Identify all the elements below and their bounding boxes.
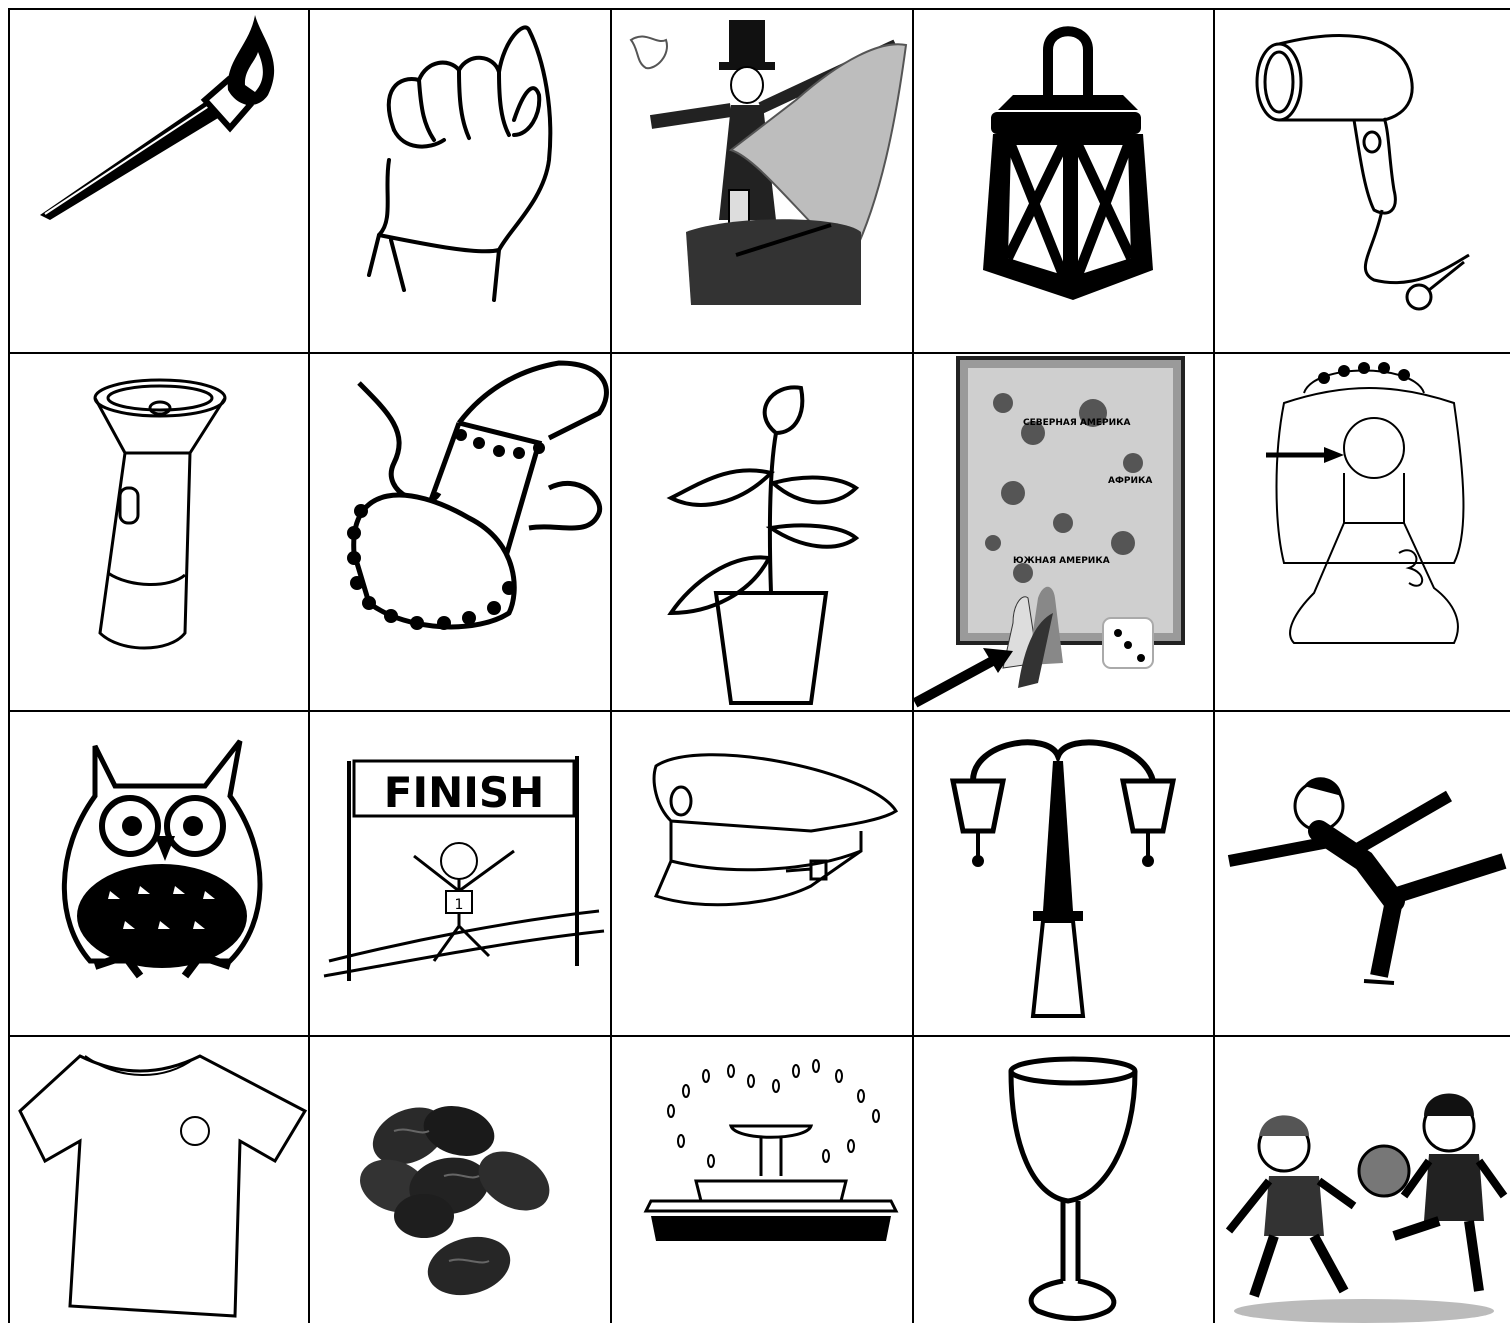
cell-finish	[309, 711, 611, 1036]
owl-icon	[0, 711, 309, 1036]
t-shirt-icon	[0, 1036, 309, 1323]
cell-magician	[611, 0, 913, 353]
magician-icon	[611, 0, 913, 353]
cell-torch	[0, 0, 309, 353]
skater-icon	[1214, 711, 1510, 1036]
cell-board-game	[913, 353, 1214, 711]
cell-street-lamp	[913, 711, 1214, 1036]
runner-bib-number: 1	[454, 897, 464, 913]
football-boys-icon	[1214, 1036, 1510, 1323]
finish-banner-text: FINISH	[383, 768, 545, 817]
cell-football-boys	[1214, 1036, 1510, 1323]
torch-icon	[0, 0, 309, 353]
cell-lantern	[913, 0, 1214, 353]
dates-fruit-icon	[309, 1036, 611, 1323]
peaked-cap-icon	[611, 711, 913, 1036]
wine-glass-icon	[913, 1036, 1214, 1323]
apron-icon	[309, 353, 611, 711]
cell-owl	[0, 711, 309, 1036]
lantern-icon	[913, 0, 1214, 353]
cell-cap	[611, 711, 913, 1036]
street-lamp-icon	[913, 711, 1214, 1036]
map-label-north-america: СЕВЕРНАЯ АМЕРИКА	[1023, 418, 1131, 428]
cell-dates	[309, 1036, 611, 1323]
cell-potted-plant	[611, 353, 913, 711]
fountain-icon	[611, 1036, 913, 1323]
cell-tshirt	[0, 1036, 309, 1323]
cell-skater	[1214, 711, 1510, 1036]
map-label-south-america: ЮЖНАЯ АМЕРИКА	[1013, 556, 1110, 566]
cell-hair-dryer	[1214, 0, 1510, 353]
cell-fist	[309, 0, 611, 353]
potted-plant-icon	[611, 353, 913, 711]
hair-dryer-icon	[1214, 0, 1510, 353]
cell-fountain	[611, 1036, 913, 1323]
cell-flashlight	[0, 353, 309, 711]
finish-line-icon	[309, 711, 611, 1036]
cell-wine-glass	[913, 1036, 1214, 1323]
cell-bride	[1214, 353, 1510, 711]
map-label-africa: АФРИКА	[1108, 476, 1153, 486]
bride-veil-icon	[1214, 353, 1510, 711]
cell-apron	[309, 353, 611, 711]
board-game-icon	[913, 353, 1214, 711]
flashlight-icon	[0, 353, 309, 711]
fist-icon	[309, 0, 611, 353]
